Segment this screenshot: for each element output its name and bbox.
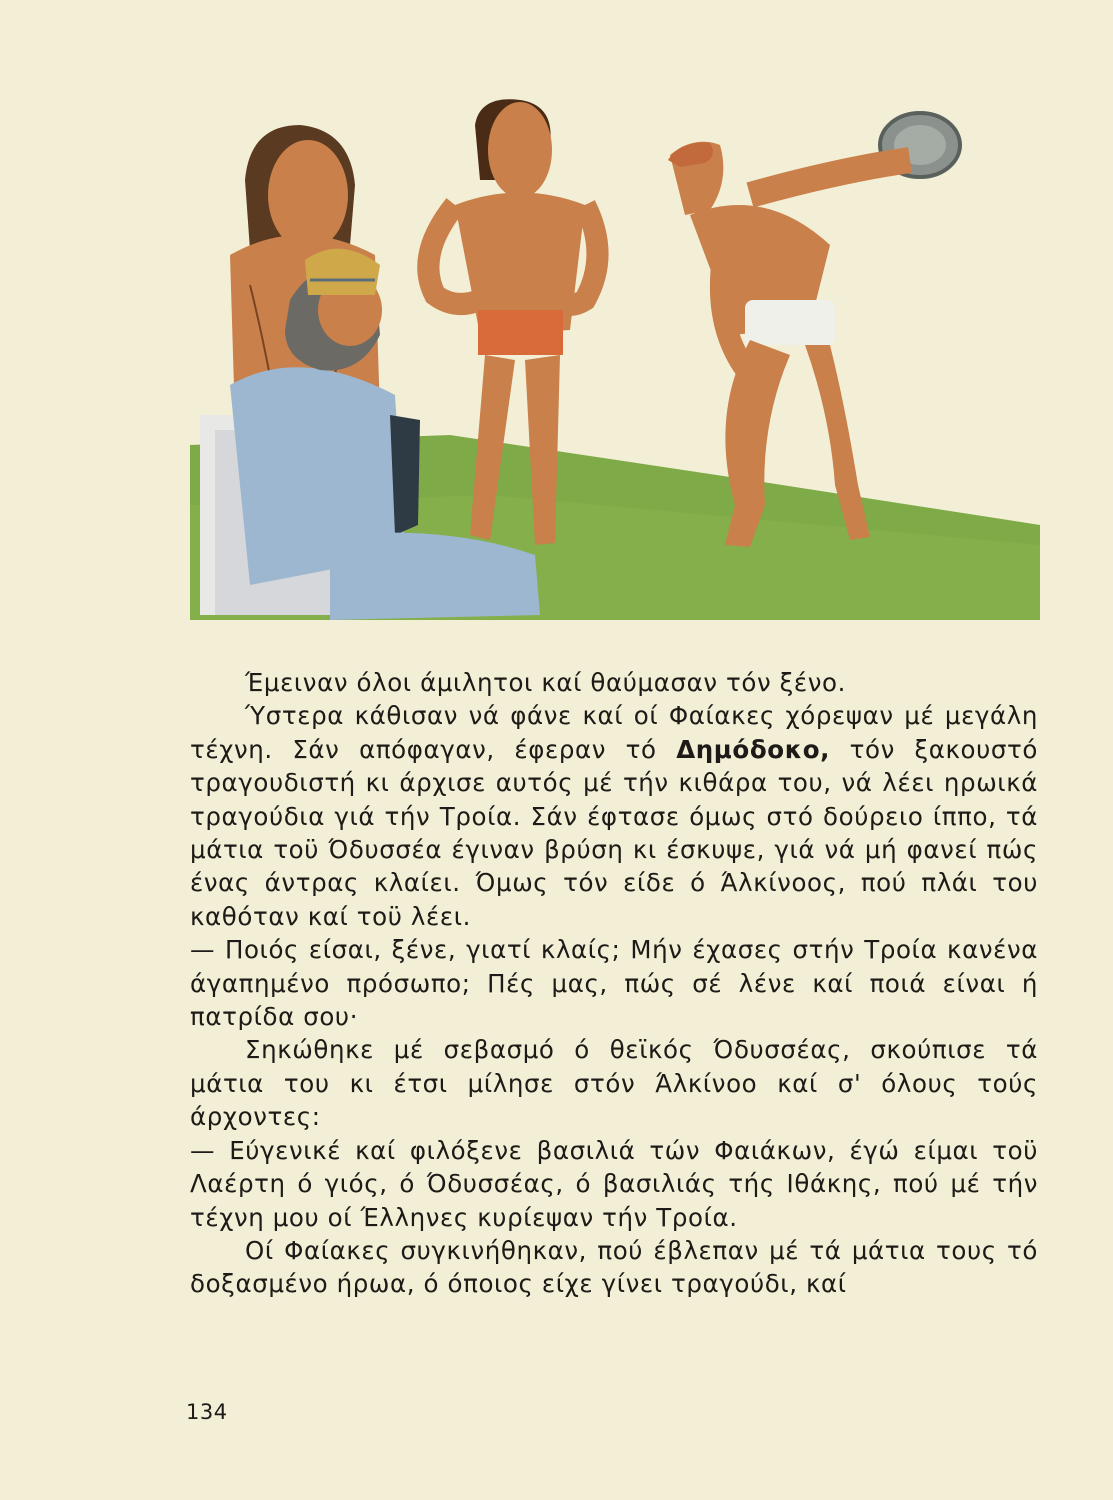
- story-text: [190, 666, 1038, 1301]
- paragraph-4: Σηκώθηκε μέ σεβασμό ό θεϊκός Όδυσσέας, σκούπισε τά μάτια του κι έτσι μίλησε στόν Άλκίνοο καί σ' όλους τούς άρχοντες:: [190, 1035, 1038, 1132]
- name-demodokos: Δημόδοκο,: [676, 734, 831, 764]
- page-number: 134: [186, 1400, 228, 1424]
- paragraph-6: Οί Φαίακες συγκινήθηκαν, πού έβλεπαν μέ τά μάτια τους τό δοξασμένο ήρωα, ό όποιος είχε γίνει τραγούδι, καί: [190, 1235, 1038, 1299]
- paragraph-2-end: τόν ξακουστό τραγουδιστή κι άρχισε αυτός μέ τήν κιθάρα του, νά λέει ηρωικά τραγούδια γιά τήν Τροία. Σάν έφτασε όμως στό δούρειο ίππο, τά μάτια τοϋ Όδυσσέα έγιναν βρύση κι έσκυψε, γιά νά μή φανεί πώς ένας άντρας κλαίει. Όμως τόν είδε ό Άλκίνοος, πού πλάι του καθόταν καί τοϋ λέει.: [190, 734, 1038, 931]
- paragraph-3: — Ποιός είσαι, ξένε, γιατί κλαίς; Μήν έχασες στήν Τροία κανένα άγαπημένο πρόσωπο; Πές μας, πώς σέ λένε καί ποιά είναι ή πατρίδα σου·: [190, 935, 1038, 1032]
- discus-thrower-illustration: [190, 85, 1040, 625]
- paragraph-2-start: Ύστερα κάθισαν νά φάνε καί οί Φαίακες χόρεψαν μέ μεγάλη τέχνη. Σάν απόφαγαν, έφεραν τό: [190, 701, 1038, 764]
- paragraph-2: [190, 699, 1038, 933]
- paragraph-1: Έμειναν όλοι άμιλητοι καί θαύμασαν τόν ξένο.: [245, 668, 846, 697]
- paragraph-5: — Εύγενικέ καί φιλόξενε βασιλιά τών Φαιάκων, έγώ είμαι τοϋ Λαέρτη ό γιός, ό Όδυσσέας, ό βασιλιάς τής Ιθάκης, πού μέ τήν τέχνη μου οί Έλληνες κυρίεψαν τήν Τροία.: [190, 1135, 1038, 1232]
